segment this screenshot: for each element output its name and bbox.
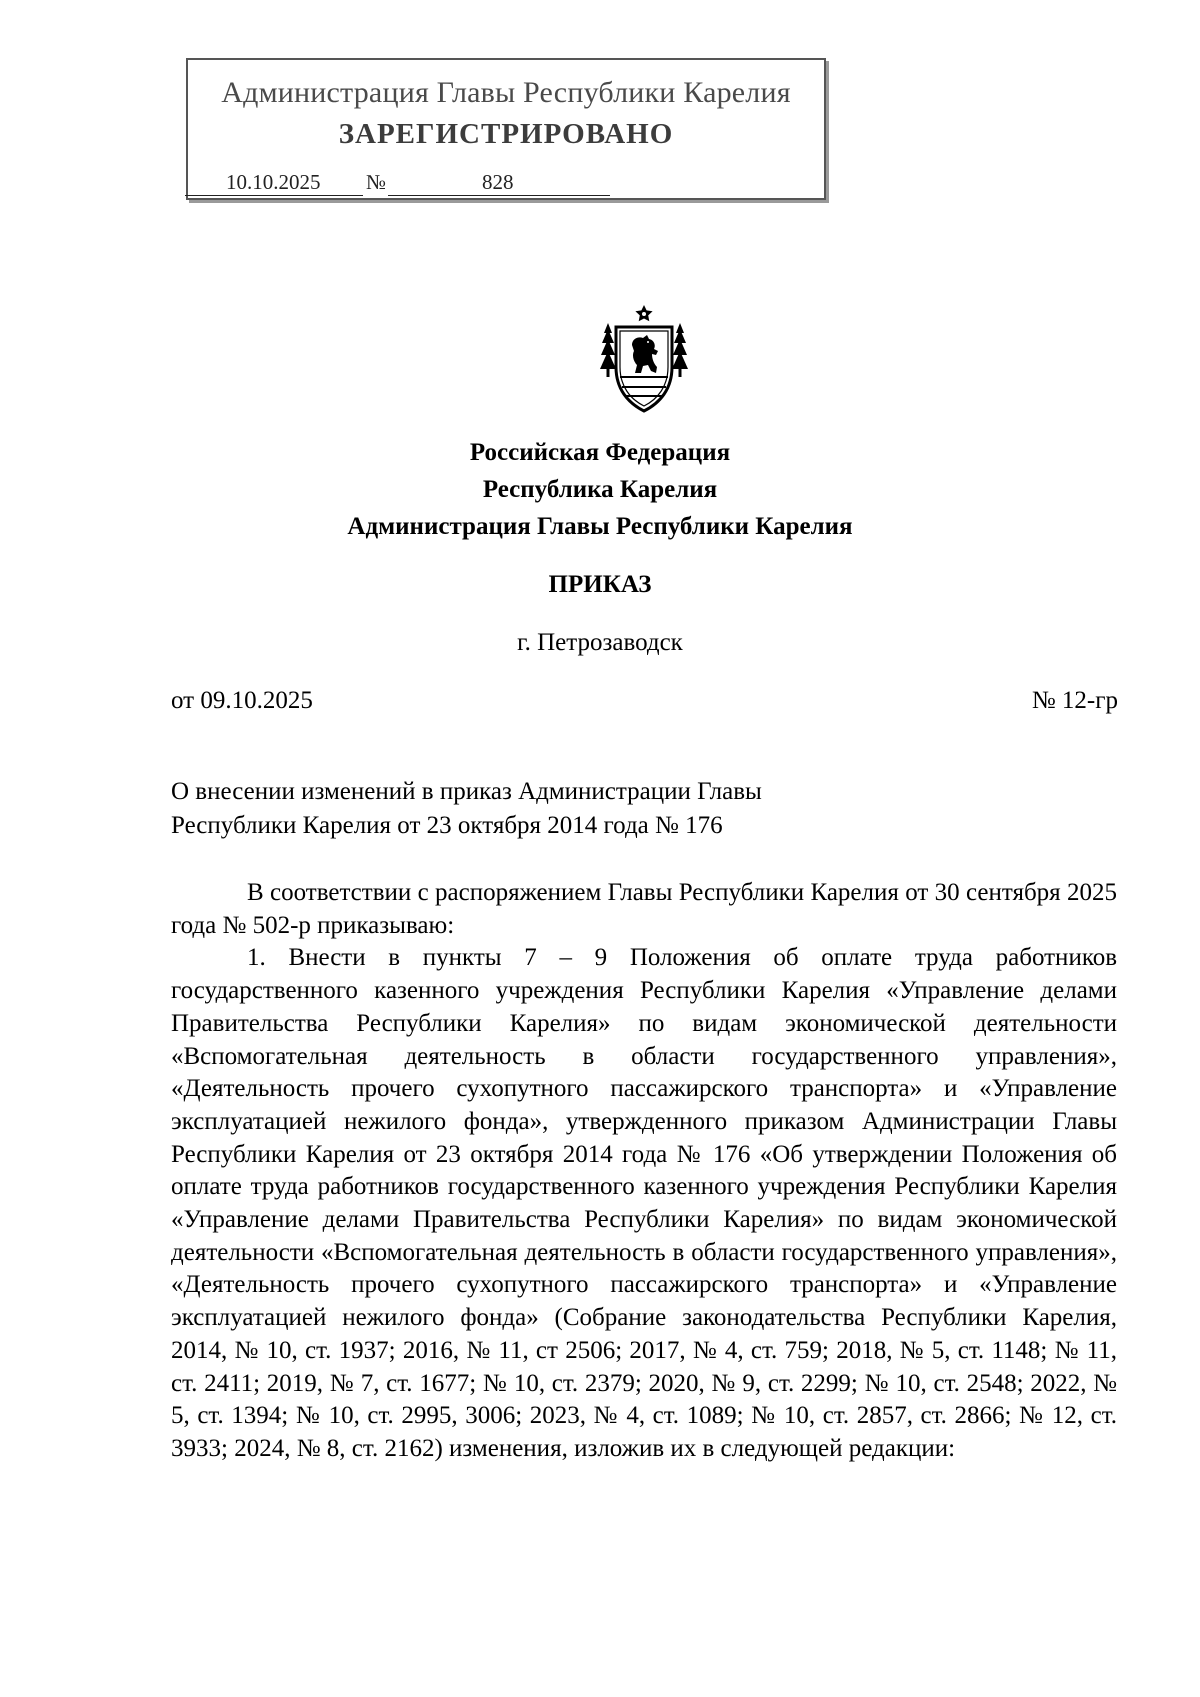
header-republic: Республика Карелия: [482, 476, 718, 503]
stamp-organization: Администрация Главы Республики Карелия: [221, 76, 791, 109]
stamp-date: 10.10.2025: [226, 170, 321, 194]
stamp-date-underline: [185, 195, 363, 196]
karelia-coat-of-arms-icon: [598, 303, 690, 415]
body-paragraph-1: В соответствии с распоряжением Главы Республики Карелия от 30 сентября 2025 года № 502-р приказываю:: [171, 879, 1117, 939]
document-body: [171, 877, 1117, 1466]
subject-line-1: О внесении изменений в приказ Администрации Главы: [171, 778, 762, 805]
stamp-status: ЗАРЕГИСТРИРОВАНО: [338, 118, 674, 150]
star-icon: [635, 305, 652, 321]
right-spruce-icon: [672, 323, 688, 377]
header-administration: Администрация Главы Республики Карелия: [347, 513, 853, 540]
document-city: г. Петрозаводск: [517, 629, 683, 656]
registration-stamp: [186, 58, 826, 200]
body-paragraph-2: 1. Внести в пункты 7 – 9 Положения об оплате труда работников государственного казенного учреждения Республики Карелия «Управление делами Правительства Республики Карелия» по видам экономической деятельности «Вспомогательная деятельность в области государственного управления», «Деятельность прочего сухопутного пассажирского транспорта» и «Управление эксплуатацией нежилого фонда», утвержденного приказом Администрации Главы Республики Карелия от 23 октября 2014 года № 176 «Об утверждении Положения об оплате труда работников государственного казенного учреждения Республики Карелия «Управление делами Правительства Республики Карелия» по видам экономической деятельности «Вспомогательная деятельность в области государственного управления», «Деятельность прочего сухопутного пассажирского транспорта» и «Управление эксплуатацией нежилого фонда» (Собрание законодательства Республики Карелия, 2014, № 10, ст. 1937; 2016, № 11, ст 2506; 2017, № 4, ст. 759; 2018, № 5, ст. 1148; № 11, ст. 2411; 2019, № 7, ст. 1677; № 10, ст. 2379; 2020, № 9, ст. 2299; № 10, ст. 2548; 2022, № 5, ст. 1394; № 10, ст. 2995, 3006; 2023, № 4, ст. 1089; № 10, ст. 2857, ст. 2866; № 12, ст. 3933; 2024, № 8, ст. 2162) изменения, изложив их в следующей редакции:: [171, 944, 1117, 1462]
stamp-number-sign: №: [366, 170, 387, 194]
subject-line-2: Республики Карелия от 23 октября 2014 года № 176: [171, 812, 723, 839]
document-date: от 09.10.2025: [171, 687, 313, 714]
stamp-number: 828: [482, 170, 514, 194]
left-spruce-icon: [600, 323, 616, 377]
stamp-number-underline: [388, 195, 610, 196]
document-number: № 12-гр: [1031, 687, 1118, 714]
header-country: Российская Федерация: [469, 439, 731, 466]
document-type-title: ПРИКАЗ: [548, 571, 652, 598]
document-subject: [171, 775, 762, 843]
